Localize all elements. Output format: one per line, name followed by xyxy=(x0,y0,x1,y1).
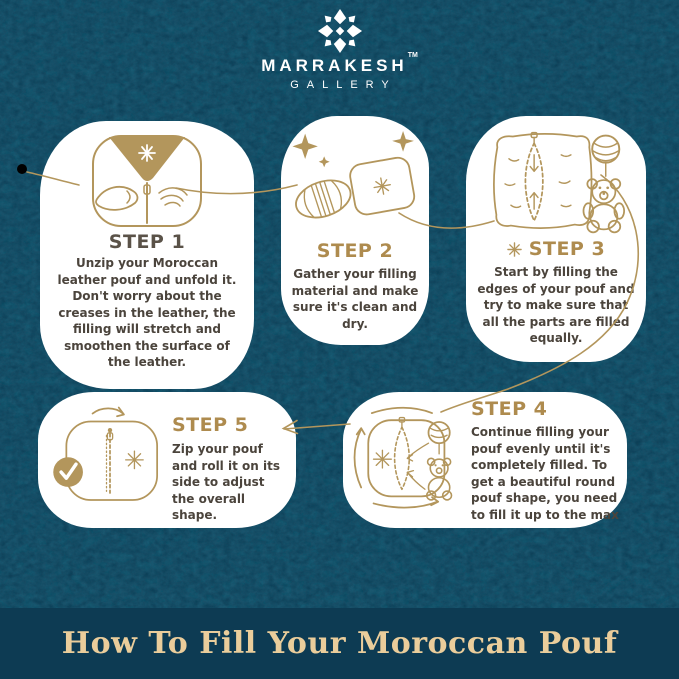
step-title: STEP 1 xyxy=(108,231,186,253)
step-text-column xyxy=(471,398,623,523)
step-card-4 xyxy=(343,392,627,528)
step-text: Start by filling the edges of your pouf and try to make sure that all the parts are filled equally. xyxy=(477,265,635,346)
step-card-2 xyxy=(281,116,429,345)
footer-band xyxy=(0,608,679,679)
step-title: STEP 4 xyxy=(471,398,548,420)
brand-header xyxy=(0,8,679,91)
step-text: Unzip your Moroccan leather pouf and unfold it. Don't worry about the creases in the leather, the filling will stretch and smoothen the surface of the leather. xyxy=(57,256,237,370)
step-title: STEP 2 xyxy=(316,240,394,262)
step-card-3 xyxy=(466,116,646,362)
step-title: STEP 5 xyxy=(172,414,249,436)
step-text-column xyxy=(172,414,288,524)
zip-and-roll-pouf-icon xyxy=(40,404,180,507)
snowflake-icon xyxy=(507,242,522,257)
step-text: Zip your pouf and roll it on its side to adjust the overall shape. xyxy=(172,442,280,523)
step-text: Gather your filling material and make sure it's clean and dry. xyxy=(291,267,419,331)
step-card-1 xyxy=(40,121,254,389)
yarn-and-pillow-icon xyxy=(287,128,423,230)
filling-pouf-edges-icon xyxy=(478,126,628,238)
step-title: STEP 3 xyxy=(528,238,606,260)
trademark-symbol: TM xyxy=(407,52,418,60)
unzip-pouf-hands-icon xyxy=(81,133,213,229)
brand-subtitle: GALLERY xyxy=(290,79,397,91)
brand-logo-star-icon xyxy=(317,8,363,54)
poster-title: How To Fill Your Moroccan Pouf xyxy=(61,626,618,661)
step-title-row xyxy=(466,238,646,260)
brand-name: MARRAKESH™ xyxy=(261,52,418,75)
step-card-5 xyxy=(38,392,296,528)
step-text: Continue filling your pouf evenly until it's completely filled. To get a beautiful round pouf shape, you need to fill it up to the max xyxy=(471,425,619,522)
fill-evenly-pouf-icon xyxy=(347,404,471,509)
